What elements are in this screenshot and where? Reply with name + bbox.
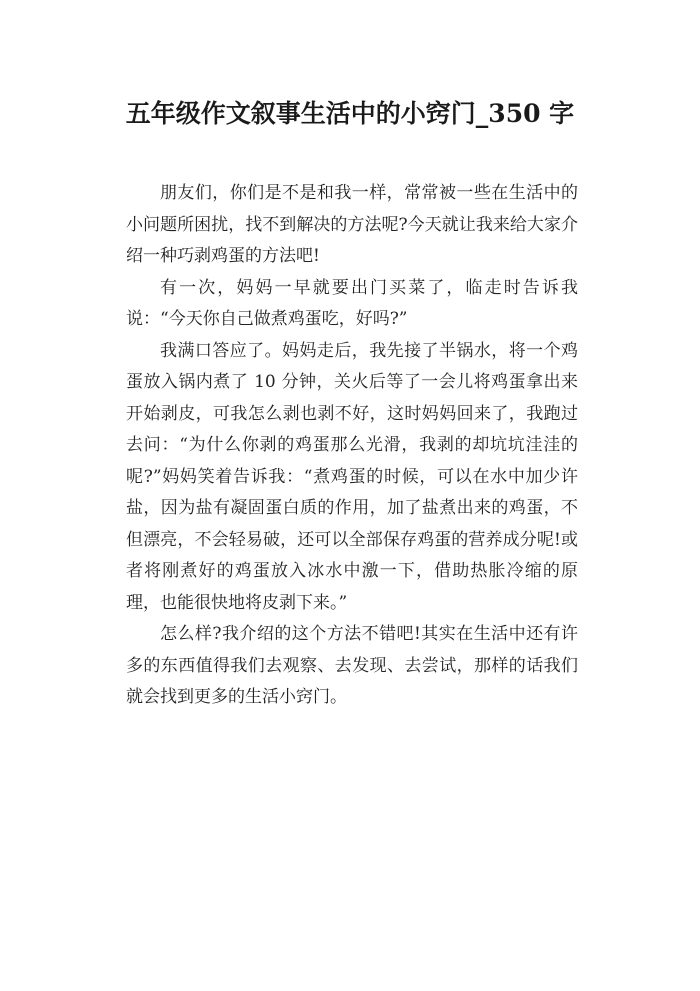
- paragraph-1: 朋友们，你们是不是和我一样，常常被一些在生活中的小问题所困扰，找不到解决的方法呢?今天就让我来给大家介绍一种巧剥鸡蛋的方法吧!: [126, 183, 578, 266]
- paragraph-2: 有一次，妈妈一早就要出门买菜了，临走时告诉我说：“今天你自己做煮鸡蛋吃，好吗?”: [126, 277, 578, 329]
- paragraph-4: 怎么样?我介绍的这个方法不错吧!其实在生活中还有许多的东西值得我们去观察、去发现、去尝试，那样的话我们就会找到更多的生活小窍门。: [126, 624, 578, 707]
- document-title: 五年级作文叙事生活中的小窍门_350 字: [125, 99, 575, 128]
- document-body: [126, 178, 578, 714]
- paragraph-3: 我满口答应了。妈妈走后，我先接了半锅水，将一个鸡蛋放入锅内煮了 10 分钟，关火后等了一会儿将鸡蛋拿出来开始剥皮，可我怎么剥也剥不好，这时妈妈回来了，我跑过去问：“为什么你剥的鸡蛋那么光滑，我剥的却坑坑洼洼的呢?”妈妈笑着告诉我：“煮鸡蛋的时候，可以在水中加少许盐，因为盐有凝固蛋白质的作用，加了盐煮出来的鸡蛋，不但漂亮，不会轻易破，还可以全部保存鸡蛋的营养成分呢!或者将刚煮好的鸡蛋放入冰水中激一下，借助热胀冷缩的原理，也能很快地将皮剥下来。”: [126, 340, 578, 613]
